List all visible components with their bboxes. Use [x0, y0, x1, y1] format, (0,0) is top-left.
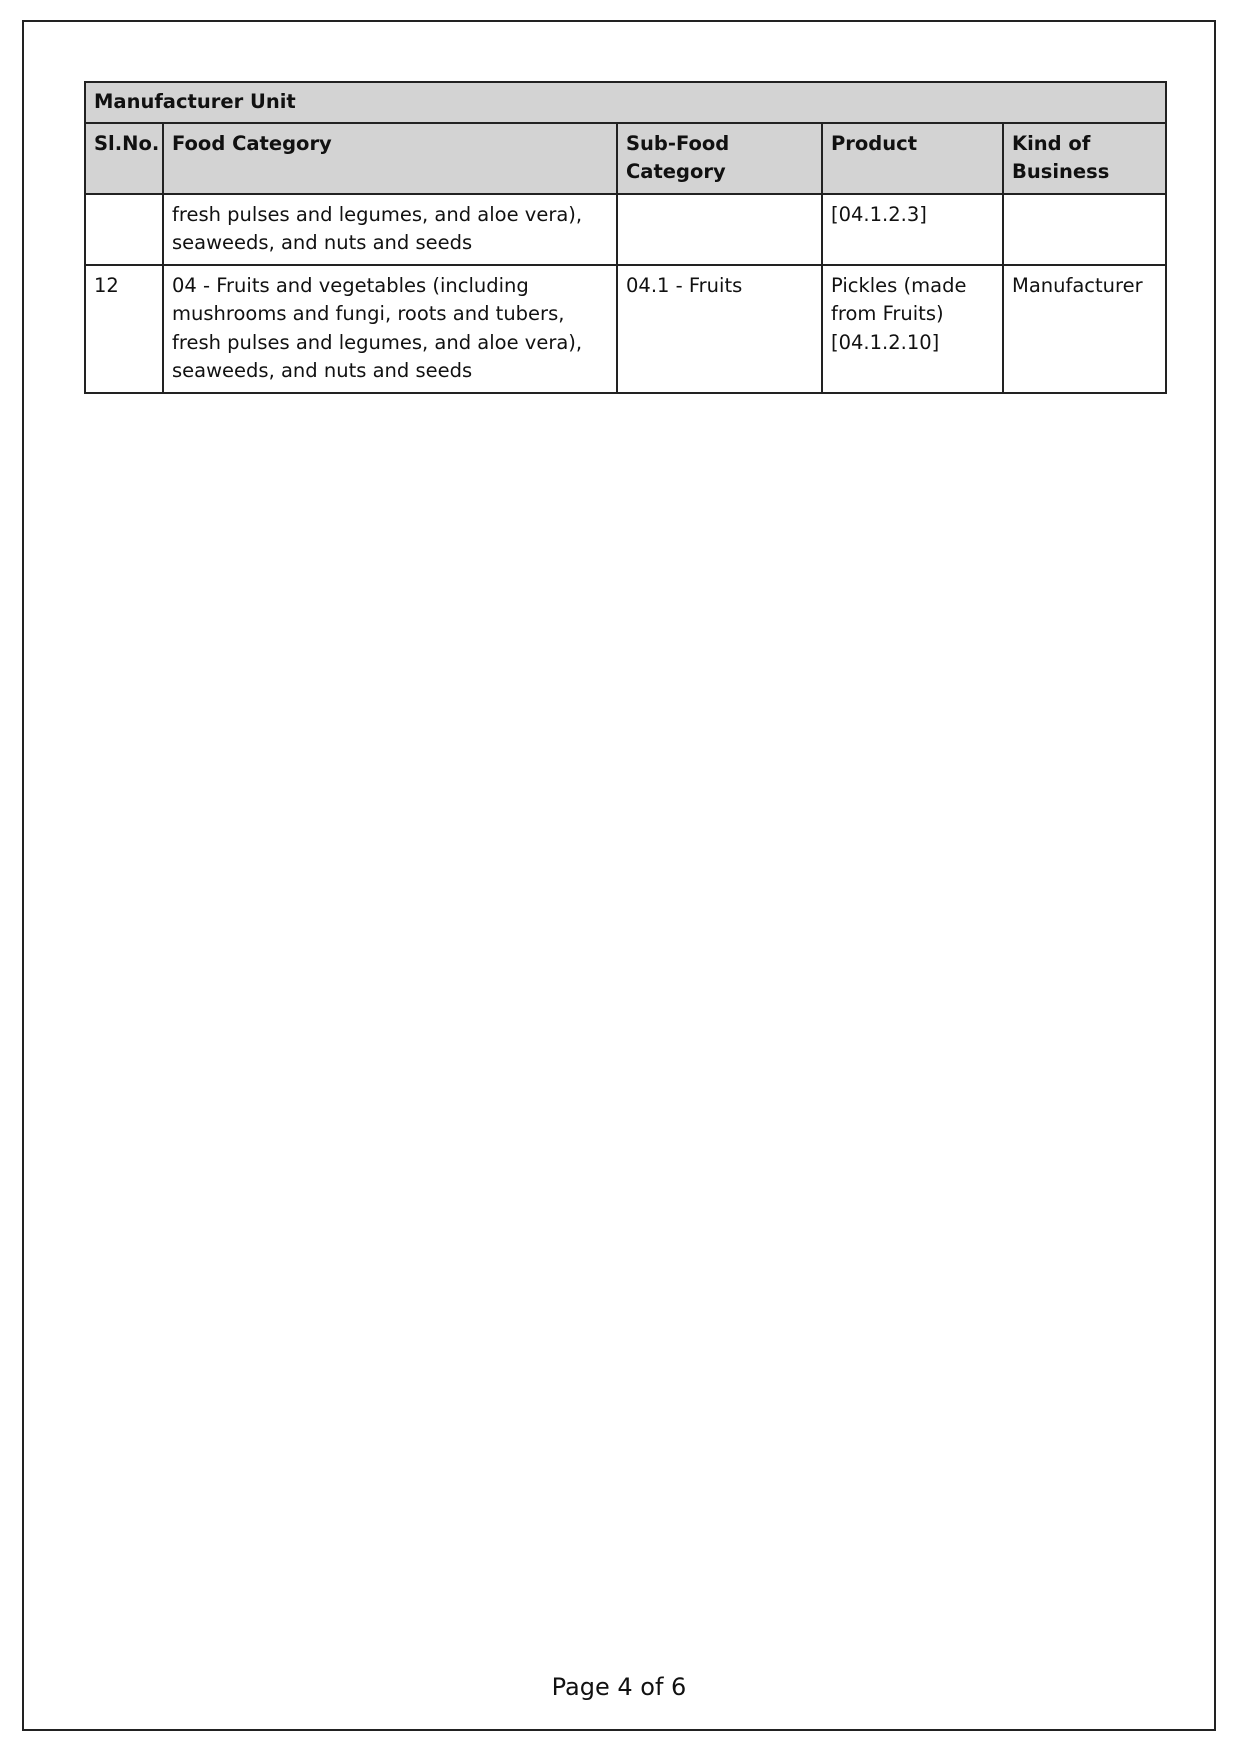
- cell-sub-food-category: 04.1 - Fruits: [617, 265, 822, 393]
- cell-food-category: 04 - Fruits and vegetables (including mushrooms and fungi, roots and tubers, fresh pulses and legumes, and aloe vera), seaweeds, and nuts and seeds: [163, 265, 617, 393]
- page-number: Page 4 of 6: [551, 1673, 687, 1701]
- column-header-sub-food-category: Sub-Food Category: [617, 123, 822, 194]
- cell-kind-of-business: Manufacturer: [1003, 265, 1166, 393]
- cell-sub-food-category: [617, 194, 822, 265]
- table-row: [85, 194, 1166, 265]
- cell-product: Pickles (made from Fruits) [04.1.2.10]: [822, 265, 1003, 393]
- cell-sl-no: 12: [85, 265, 163, 393]
- manufacturer-unit-table-container: [84, 81, 1165, 394]
- manufacturer-unit-table: [84, 81, 1167, 394]
- column-header-food-category: Food Category: [163, 123, 617, 194]
- column-header-product: Product: [822, 123, 1003, 194]
- table-title-row: [85, 82, 1166, 123]
- table-header-row: [85, 123, 1166, 194]
- cell-sl-no: [85, 194, 163, 265]
- table-row: [85, 265, 1166, 393]
- column-header-kind-of-business: Kind of Business: [1003, 123, 1166, 194]
- cell-kind-of-business: [1003, 194, 1166, 265]
- column-header-sl-no: Sl.No.: [85, 123, 163, 194]
- cell-product: [04.1.2.3]: [822, 194, 1003, 265]
- table-title: Manufacturer Unit: [85, 82, 1166, 123]
- cell-food-category: fresh pulses and legumes, and aloe vera), seaweeds, and nuts and seeds: [163, 194, 617, 265]
